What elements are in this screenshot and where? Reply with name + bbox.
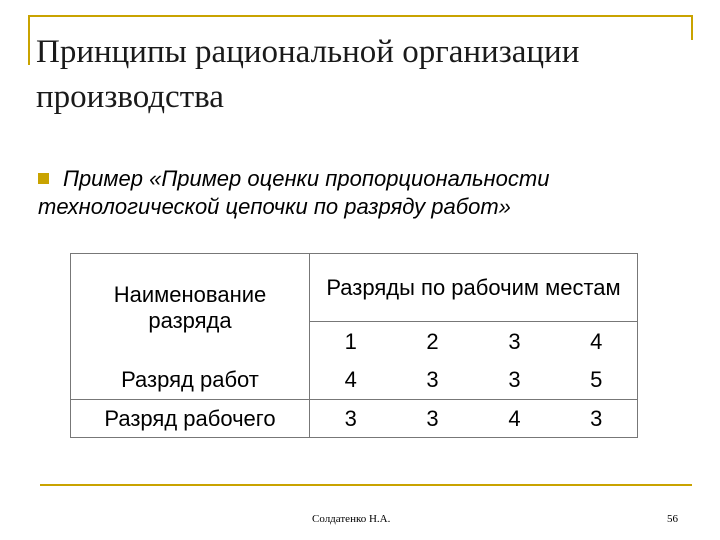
bullet-item	[38, 165, 678, 221]
group-header-cell: Разряды по рабочим местам	[310, 254, 638, 322]
column-header-1: 1	[310, 322, 392, 362]
column-header-3: 3	[474, 322, 556, 362]
table-cell: 5	[556, 362, 638, 400]
table-cell: 3	[392, 400, 474, 438]
row-label-worker-rank: Разряд рабочего	[71, 400, 310, 438]
table-cell: 3	[556, 400, 638, 438]
row-label-work-rank: Разряд работ	[71, 362, 310, 400]
square-bullet-icon	[38, 173, 49, 184]
slide-title: Принципы рациональной организации производства	[36, 34, 580, 115]
row-header-cell: Наименование разряда	[71, 254, 310, 362]
column-header-2: 2	[392, 322, 474, 362]
rank-table	[70, 253, 638, 438]
column-header-4: 4	[556, 322, 638, 362]
table-cell: 3	[474, 362, 556, 400]
bullet-text: Пример «Пример оценки пропорциональности технологической цепочки по разряду работ»	[38, 166, 550, 219]
table-cell: 4	[474, 400, 556, 438]
frame-bottom-line	[40, 484, 692, 486]
table-cell: 3	[392, 362, 474, 400]
frame-top-line	[28, 15, 693, 17]
table-cell: 3	[310, 400, 392, 438]
frame-left-line	[28, 15, 30, 65]
page-number: 56	[667, 513, 678, 525]
table-cell: 4	[310, 362, 392, 400]
footer-author: Солдатенко Н.А.	[312, 513, 391, 525]
